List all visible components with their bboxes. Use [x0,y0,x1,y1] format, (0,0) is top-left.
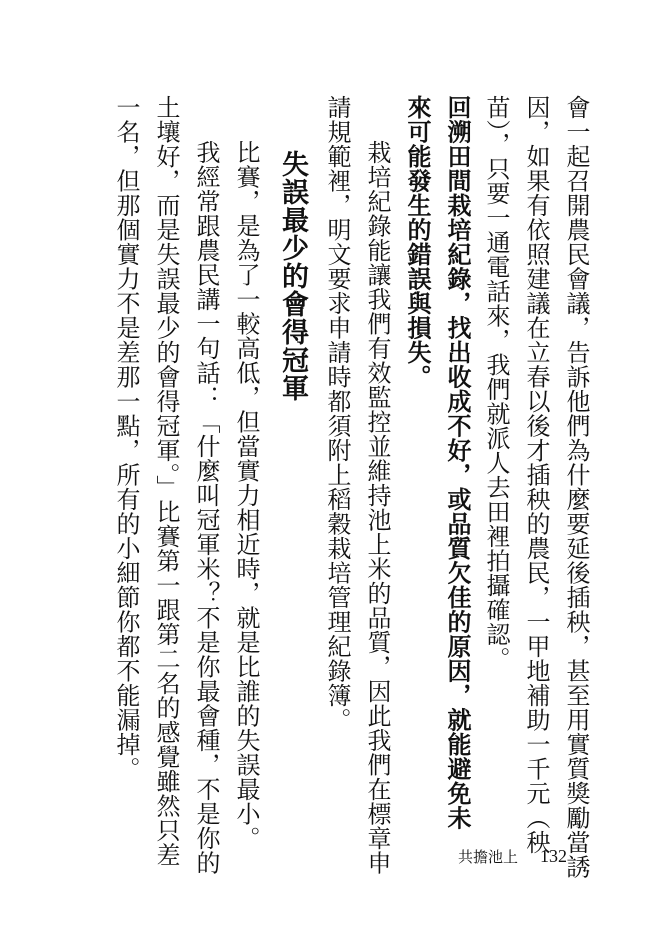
text-column-1: 會一起召開農民會議，告訴他們為什麼要延後插秧，甚至用實質獎勵當誘 [562,95,590,879]
text-column-8: 比賽，是為了一較高低，但當實力相近時，就是比誰的失誤最小。 [232,140,260,851]
text-column-4-bold: 回溯田間栽培紀錄，找出收成不好，或品質欠佳的原因，就能避免未 [443,95,472,830]
text-column-6: 栽培紀錄能讓我們有效監控並維持池上米的品質，因此我們在標章申 [363,140,391,875]
text-column-10: 土壤好，而是失誤最少的會得冠軍。」比賽第一跟第二名的感覺雖然只差 [152,95,180,867]
page-number: 132 [540,846,568,866]
running-title: 共擔池上 [458,848,519,866]
text-column-2: 因，如果有依照建議在立春以後才插秧的農民，一甲地補助一千元（秧 [522,95,550,855]
page-footer [458,846,567,867]
section-heading: 失誤最少的會得冠軍 [277,150,308,402]
text-column-5-bold: 來可能發生的錯誤與損失。 [403,95,432,389]
text-column-3: 苗），只要一通電話來，我們就派人去田裡拍攝確認。 [482,95,510,671]
text-column-7: 請規範裡，明文要求申請時都須附上稻穀栽培管理紀錄簿。 [323,95,351,732]
text-column-9: 我經常跟農民講一句話：「什麼叫冠軍米？不是你最會種，不是你的 [192,140,220,875]
text-column-11: 一名，但那個實力不是差那一點，所有的小細節你都不能漏掉。 [112,95,140,781]
